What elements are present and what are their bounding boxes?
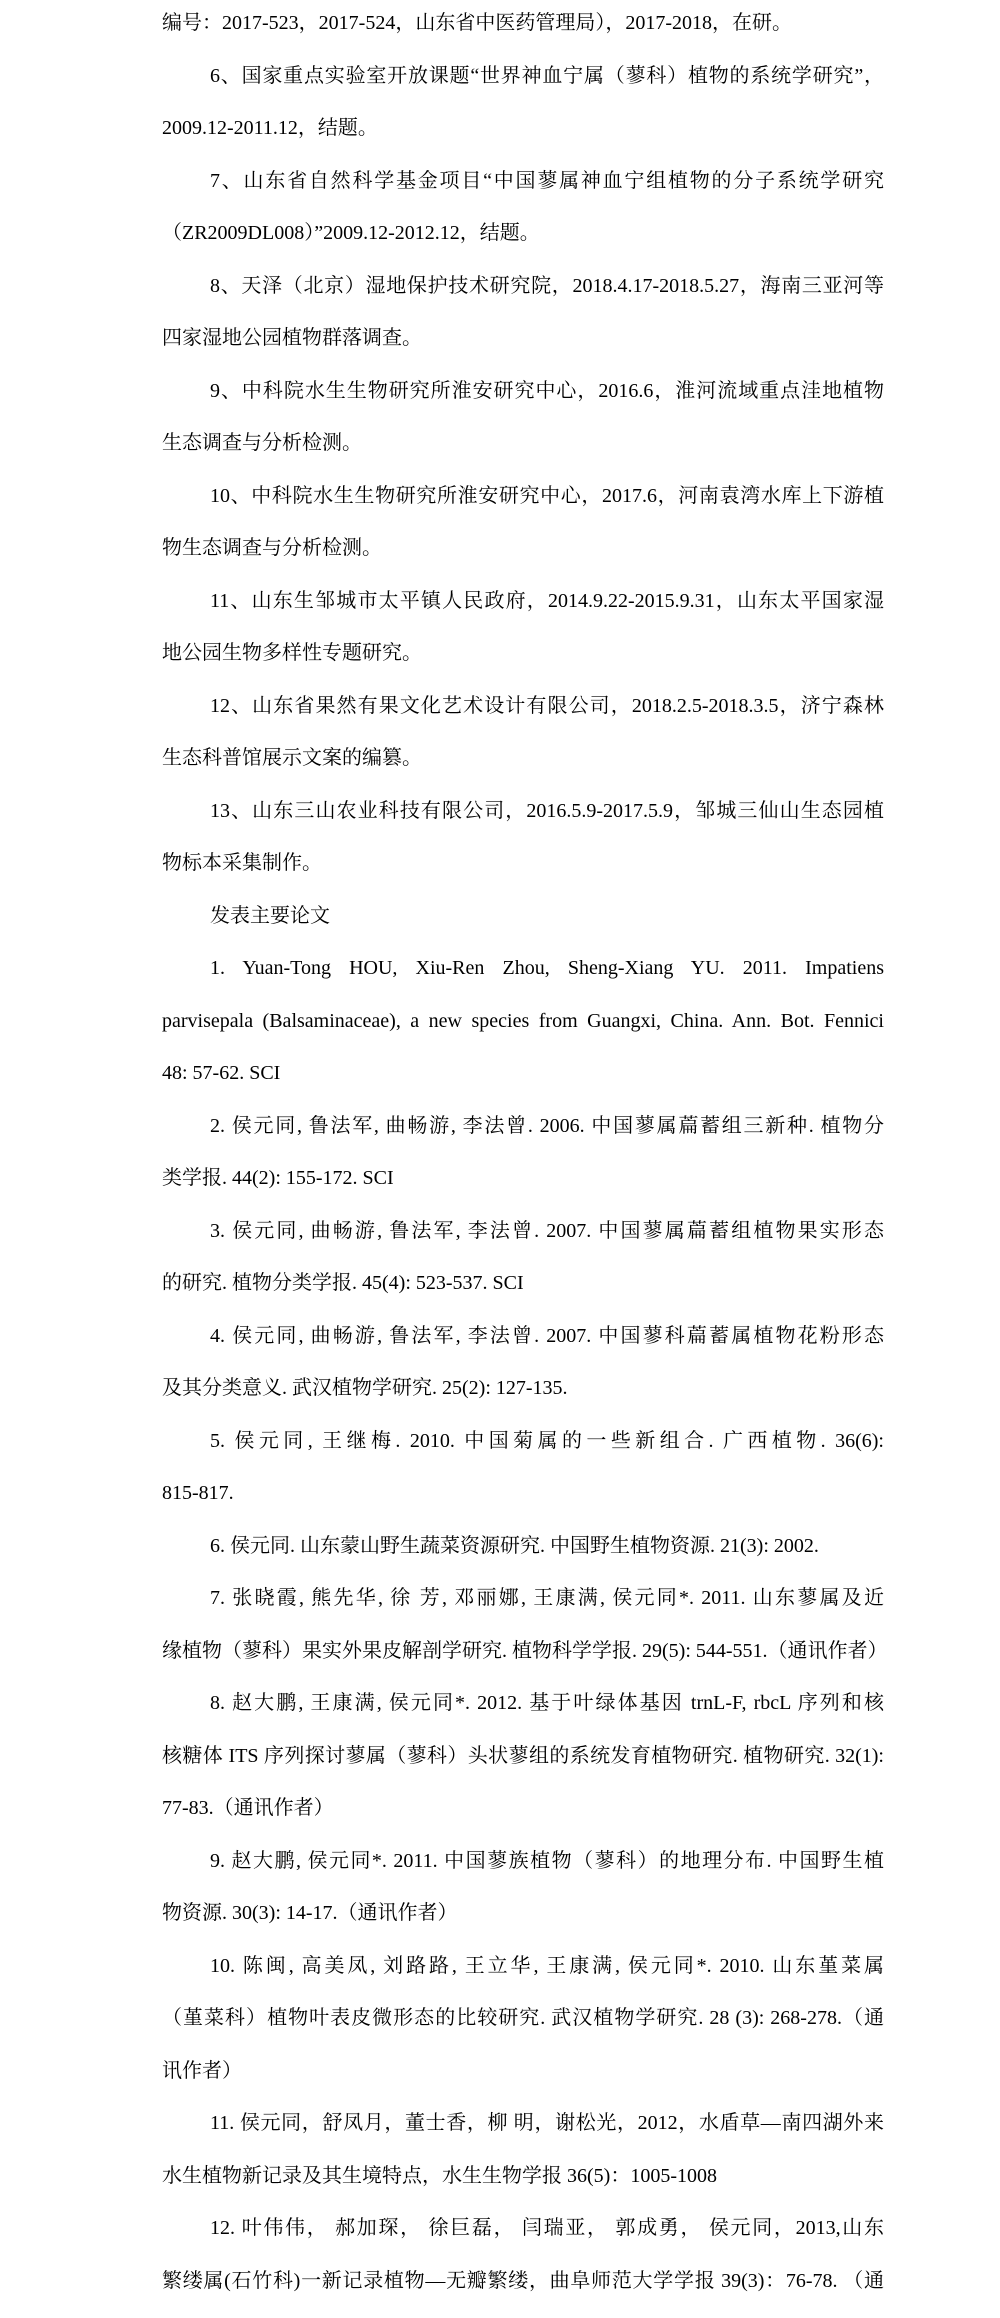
text-line: 77-83.（通讯作者） [162,1793,884,1846]
text-line: 核糖体 ITS 序列探讨蓼属（蓼科）头状蓼组的系统发育植物研究. 植物研究. 32(1): [162,1741,884,1794]
text-line: 9. 赵大鹏, 侯元同*. 2011. 中国蓼族植物（蓼科）的地理分布. 中国野生植 [162,1846,884,1899]
text-line: 生态科普馆展示文案的编篡。 [162,743,884,796]
text-line: （ZR2009DL008）”2009.12-2012.12，结题。 [162,218,884,271]
text-line: 7、山东省自然科学基金项目“中国蓼属神血宁组植物的分子系统学研究 [162,166,884,219]
text-line: 物资源. 30(3): 14-17.（通讯作者） [162,1898,884,1951]
text-line: 815-817. [162,1478,884,1531]
text-line: 3. 侯元同, 曲畅游, 鲁法军, 李法曾. 2007. 中国蓼属萹蓄组植物果实形态 [162,1216,884,1269]
text-line: 10. 陈闽, 高美凤, 刘路路, 王立华, 王康满, 侯元同*. 2010. 山东堇菜属 [162,1951,884,2004]
text-line: 1. Yuan-Tong HOU, Xiu-Ren Zhou, Sheng-Xiang YU. 2011. Impatiens [162,953,884,1006]
text-line: 6. 侯元同. 山东蒙山野生蔬菜资源研究. 中国野生植物资源. 21(3): 2002. [162,1531,884,1584]
text-line: （堇菜科）植物叶表皮微形态的比较研究. 武汉植物学研究. 28 (3): 268-278.（通 [162,2003,884,2056]
text-line: 2. 侯元同, 鲁法军, 曲畅游, 李法曾. 2006. 中国蓼属萹蓄组三新种. 植物分 [162,1111,884,1164]
text-line: 7. 张晓霞, 熊先华, 徐 芳, 邓丽娜, 王康满, 侯元同*. 2011. 山东蓼属及近 [162,1583,884,1636]
text-line: 11. 侯元同，舒凤月，董士香，柳 明，谢松光，2012，水盾草—南四湖外来 [162,2108,884,2161]
text-line: 4. 侯元同, 曲畅游, 鲁法军, 李法曾. 2007. 中国蓼科萹蓄属植物花粉形态 [162,1321,884,1374]
text-line: 6、国家重点实验室开放课题“世界神血宁属（蓼科）植物的系统学研究”， [162,61,884,114]
text-line: 地公园生物多样性专题研究。 [162,638,884,691]
text-line: 2009.12-2011.12，结题。 [162,113,884,166]
text-line: 11、山东生邹城市太平镇人民政府，2014.9.22-2015.9.31，山东太平国家湿 [162,586,884,639]
text-line: 编号：2017-523，2017-524，山东省中医药管理局），2017-2018，在研。 [162,8,884,61]
text-line: 及其分类意义. 武汉植物学研究. 25(2): 127-135. [162,1373,884,1426]
text-line: 物生态调查与分析检测。 [162,533,884,586]
text-line: 类学报. 44(2): 155-172. SCI [162,1163,884,1216]
text-line: 生态调查与分析检测。 [162,428,884,481]
text-line: 13、山东三山农业科技有限公司，2016.5.9-2017.5.9，邹城三仙山生态园植 [162,796,884,849]
text-line: 的研究. 植物分类学报. 45(4): 523-537. SCI [162,1268,884,1321]
text-line: parvisepala (Balsaminaceae), a new species from Guangxi, China. Ann. Bot. Fennici [162,1006,884,1059]
text-line: 发表主要论文 [162,901,884,954]
text-line: 讯作者） [162,2056,884,2109]
text-line: 四家湿地公园植物群落调查。 [162,323,884,376]
text-line: 物标本采集制作。 [162,848,884,901]
text-line: 繁缕属(石竹科)一新记录植物—无瓣繁缕，曲阜师范大学学报 39(3)：76-78. （通 [162,2266,884,2318]
text-line: 12. 叶伟伟， 郝加琛， 徐巨磊， 闫瑞亚， 郭成勇， 侯元同，2013,山东 [162,2213,884,2266]
text-line: 48: 57-62. SCI [162,1058,884,1111]
text-line: 缘植物（蓼科）果实外果皮解剖学研究. 植物科学学报. 29(5): 544-551.（通讯作者） [162,1636,884,1689]
text-line: 12、山东省果然有果文化艺术设计有限公司，2018.2.5-2018.3.5，济宁森林 [162,691,884,744]
text-line: 5. 侯元同, 王继梅. 2010. 中国菊属的一些新组合. 广西植物. 36(6): [162,1426,884,1479]
text-line: 8. 赵大鹏, 王康满, 侯元同*. 2012. 基于叶绿体基因 trnL-F, rbcL 序列和核 [162,1688,884,1741]
text-line: 9、中科院水生生物研究所淮安研究中心，2016.6，淮河流域重点洼地植物 [162,376,884,429]
text-line: 10、中科院水生生物研究所淮安研究中心，2017.6，河南袁湾水库上下游植 [162,481,884,534]
text-line: 水生植物新记录及其生境特点，水生生物学报 36(5)：1005-1008 [162,2161,884,2214]
text-line: 8、天泽（北京）湿地保护技术研究院，2018.4.17-2018.5.27，海南三亚河等 [162,271,884,324]
